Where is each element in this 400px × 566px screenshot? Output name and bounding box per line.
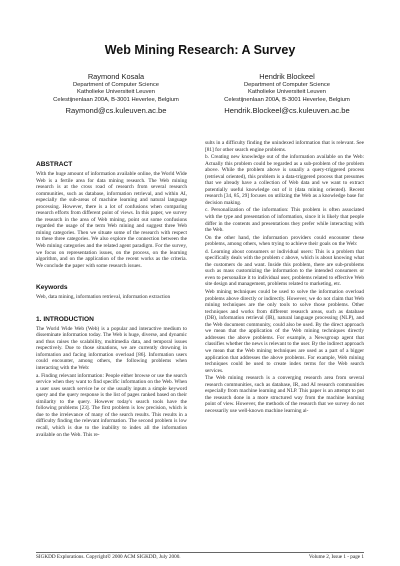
author-address: Celestijnenlaan 200A, B-3001 Heverlee, Belgium xyxy=(53,96,179,103)
author-email: Raymond@cs.kuleuven.ac.be xyxy=(65,106,167,116)
author-name: Raymond Kosala xyxy=(87,72,145,81)
introduction-heading: 1. INTRODUCTION xyxy=(36,315,94,323)
body-paragraph: c. Personalization of the information: This problem is often associated with the type and presentation of information, since it is likely that people differ in the contents and presentations they prefer while interacting with the Web. xyxy=(205,207,364,234)
body-paragraph: Web mining techniques could be used to solve the information overload problems above directly or indirectly. However, we do not claim that Web mining techniques are the only tools to solve those problems. Other techniques and works from different research areas, such as database (DB), information retrieval (IR), natural language processing (NLP), and the Web document community, could also be used. By the direct approach we mean that the application of the Web mining techniques directly addresses the above problems. For example, a Newsgroup agent that classifies whether the news is relevant to the user. By the indirect approach we mean that the Web mining techniques are used as a part of a bigger application that addresses the above problems. For example, Web mining techniques could be used to create index terms for the Web search services. xyxy=(205,289,365,374)
intro-paragraph: The World Wide Web (Web) is a popular and interactive medium to disseminate information today. The Web is huge, diverse, and dynamic and thus raises the scalability, multimedia data, and temporal issues respectively. Due to those situations, we are currently drowning in information and facing information overload [86]. Information users could encounter, among others, the following problems when interacting with the Web: xyxy=(36,325,187,372)
body-paragraph: sults in a difficulty finding the unindexed information that is relevant. See [81] for other search engine problems. xyxy=(205,140,364,153)
abstract-heading: ABSTRACT xyxy=(36,161,73,168)
keywords-heading: Keywords xyxy=(36,284,68,292)
author-email: Hendrik.Blockeel@cs.kuleuven.ac.be xyxy=(224,106,350,116)
author-university: Katholieke Universiteit Leuven xyxy=(248,89,326,96)
left-column xyxy=(36,157,187,439)
author-department: Department of Computer Science xyxy=(72,82,160,88)
abstract-text: With the huge amount of information available online, the World Wide Web is a fertile area for data mining research. The Web mining research is at the cross road of research from several research communities, such as database, information retrieval, and within AI, especially the sub-areas of machine learning and natural language processing. However, there is a lot of confusions when comparing research efforts from different point of views. In this paper, we survey the research in the area of Web mining, point out some confusions regarded the usage of the term Web mining and suggest three Web mining categories. Then we situate some of the research with respect to these three categories. We also explore the connection between the Web mining categories and the related agent paradigm. For the survey, we focus on representation issues, on the process, on the learning algorithm, and on the application of the recent works as the criteria. We conclude the paper with some research issues. xyxy=(36,171,187,269)
right-column xyxy=(205,140,364,415)
author-block-2 xyxy=(198,72,376,117)
footer-rule xyxy=(36,552,364,553)
keywords-text: Web, data mining, information retrieval, information extraction xyxy=(36,294,171,301)
author-university: Katholieke Universiteit Leuven xyxy=(77,89,155,96)
author-name: Hendrik Blockeel xyxy=(259,72,315,81)
author-address: Celestijnenlaan 200A, B-3001 Heverlee, Belgium xyxy=(224,96,350,103)
body-paragraph: The Web mining research is a converging research area from several research communities, such as database, IR, and AI research communities especially from machine learning and NLP. This paper is an attempt to put the research done in a more structured way from the machine learning point of view. However, the methods of the research that we survey do not necessarily use well-known machine learning al- xyxy=(205,375,364,414)
footer-page-info: Volume 2, Issue 1 - page 1 xyxy=(308,554,364,560)
body-paragraph: d. Learning about consumers or individual users: This is a problem that specifically deals with the problem c above, which is about knowing what the customers do and want. Inside this problem, there are sub-problems such as mass customizing the information to the intended consumers or even to personalize it to individual user, problems related to effective Web site design and management, problems related to marketing, etc. xyxy=(205,248,364,288)
intro-paragraph: a. Finding relevant information: People either browse or use the search service when they want to find specific information on the Web. When a user uses search service he or she usually inputs a simple keyword query and the query response is the list of pages ranked based on their similarity to the query. However today's search tools have the following problems [23]. The first problem is low precision, which is due to the irrelevance of many of the search results. This results in a difficulty finding the relevant information. The second problem is low recall, which is due to the inability to index all the information available on the Web. This re- xyxy=(36,372,187,438)
footer-journal: SIGKDD Explorations. Copyright© 2000 ACM SIGKDD, July 2000. xyxy=(36,554,181,560)
body-paragraph: b. Creating new knowledge out of the information available on the Web: Actually this problem could be regarded as a sub-problem of the problem above. While the problem above is usually a query-triggered process (retrieval oriented), this problem is a data-triggered process that presumes that we already have a collection of Web data and we want to extract potentially useful knowledge out of it (data mining oriented). Recent research [34, 85, 29] focuses on utilizing the Web as a knowledge base for decision making. xyxy=(205,154,364,206)
body-paragraph: On the other hand, the information providers could encounter these problems, among others, when trying to achieve their goals on the Web: xyxy=(205,234,364,248)
author-department: Department of Computer Science xyxy=(243,82,331,88)
paper-title: Web Mining Research: A Survey xyxy=(104,43,296,57)
author-block-1 xyxy=(40,72,192,117)
